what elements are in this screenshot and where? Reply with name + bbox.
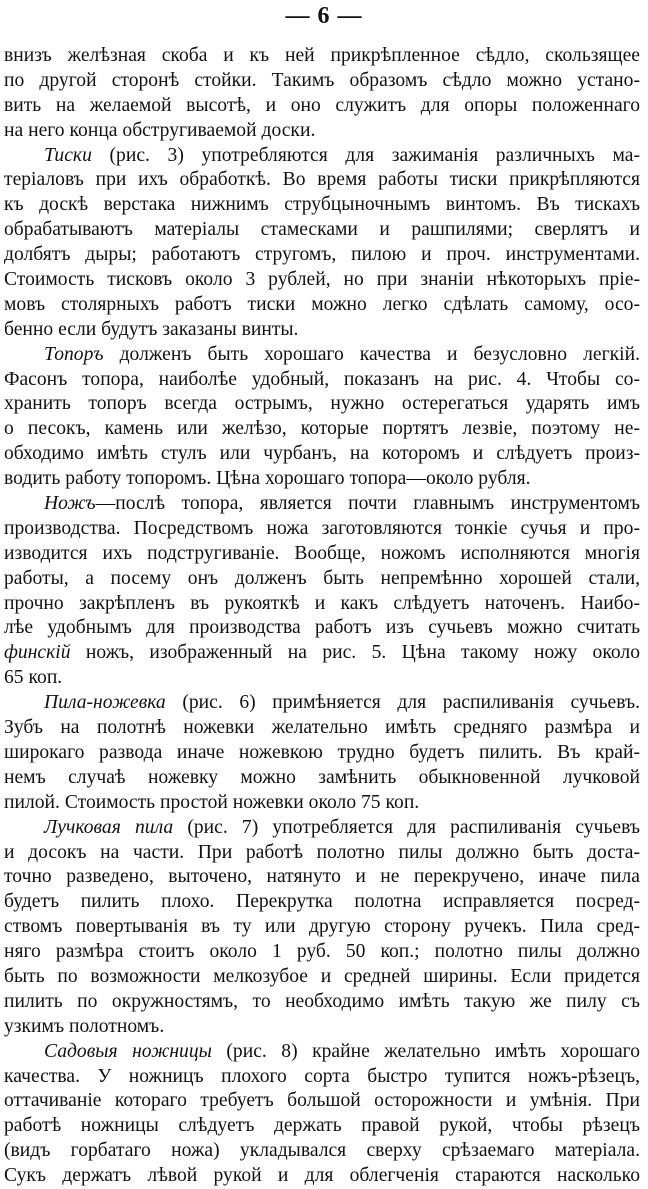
line-text: качества. У ножницъ плохого сорта быстро тупится ножъ-рѣзецъ, [4,1065,640,1087]
line-text: водить работу топоромъ. Цѣна хорошаго топора—около рубля. [4,468,531,490]
line-text: производства. Посредствомъ ножа заготовляются тонкіе сучья и про- [4,517,640,539]
text-line [4,1164,640,1189]
paragraph [4,492,640,691]
text-line [4,1065,640,1090]
term-heading: Лучковая пила [44,816,174,838]
paragraph [4,691,640,815]
line-text: бенно если будутъ заказаны винты. [4,318,299,340]
text-line [4,915,640,940]
text-line [4,1015,640,1040]
line-text: обходимо имѣть стулъ или чурбанъ, на которомъ и слѣдуетъ произ- [4,443,640,465]
line-text: 65 коп. [4,667,63,689]
paragraph [4,144,640,343]
text-line [4,791,640,816]
line-text: по другой сторонѣ стойки. Такимъ образомъ сѣдло можно устано- [4,69,640,91]
line-text: Сукъ держатъ лѣвой рукой и для облегченія стараются насколько [4,1165,640,1187]
line-text: долженъ быть хорошаго качества и безусловно легкій. [103,343,640,365]
line-text: работѣ ножницы слѣдуетъ держать правой рукой, чтобы рѣзецъ [4,1115,640,1137]
line-text: оттачиваніе котораго требуетъ большой осторожности и умѣнія. При [4,1090,640,1112]
text-line [4,990,640,1015]
text-line [4,343,640,368]
line-text: точно разведено, выточено, натянуто и не перекручено, иначе пила [4,866,640,888]
line-text: внизъ желѣзная скоба и къ ней прикрѣпленное сѣдло, скользящее [4,45,640,66]
paragraph [4,343,640,492]
term-heading: Пила-ножевка [44,692,166,714]
text-line [4,542,640,567]
paragraph [4,1040,640,1189]
line-text: Стоимость тисковъ около 3 рублей, но при знаніи нѣкоторыхъ пріе- [4,269,640,291]
text-line [4,865,640,890]
paragraph [4,816,640,1040]
line-text: Зубъ на полотнѣ ножевки желательно имѣть средняго размѣра и [4,717,640,739]
page-text [4,44,640,1189]
text-line [4,940,640,965]
text-line [4,592,640,617]
text-line [4,318,640,343]
text-line [4,218,640,243]
line-text: пилой. Стоимость простой ножевки около 75 коп. [4,791,420,813]
text-line [4,442,640,467]
line-text: на него конца обстругиваемой доски. [4,119,316,141]
text-line [4,268,640,293]
line-text: мовъ столярныхъ работъ тиски можно легко сдѣлать самому, осо- [4,293,640,315]
text-line [4,741,640,766]
line-text: обрабатываютъ матеріалы стамесками и рашпилями; сверлятъ и [4,219,640,241]
line-text: (рис. 7) употребляется для распиливанія сучьевъ [173,816,640,838]
text-line [4,890,640,915]
text-line [4,1114,640,1139]
line-text: быть по возможности мелкозубое и средней ширины. Если придется [4,965,640,987]
text-line [4,467,640,492]
line-text: ножъ, изображенный на рис. 5. Цѣна такому ножу около [70,642,640,664]
text-line [4,616,640,641]
text-line [4,119,640,144]
line-text: изводится ихъ подстругиваніе. Вообще, ножомъ исполняются многія [4,542,640,564]
text-line [4,368,640,393]
line-text: вить на желаемой высотѣ, и оно служитъ для опоры положеннаго [4,94,640,116]
line-text: (рис. 6) примѣняется для распиливанія сучьевъ. [165,692,640,714]
line-text: хранить топоръ всегда острымъ, нужно остерегаться ударять имъ [4,393,640,415]
line-text: будетъ пилить плохо. Перекрутка полотна исправляется посред- [4,891,640,913]
text-line [4,641,640,666]
text-line [4,1089,640,1114]
text-line [4,44,640,69]
text-line [4,417,640,442]
line-text: (рис. 3) употребляются для зажиманія различныхъ ма- [91,144,640,166]
text-line [4,766,640,791]
text-line [4,691,640,716]
term-heading: Тиски [44,144,92,166]
text-line [4,716,640,741]
text-line [4,293,640,318]
line-text: прочно закрѣпленъ въ рукояткѣ и какъ слѣдуетъ наточенъ. Наибо- [4,592,640,614]
text-line [4,965,640,990]
text-line [4,492,640,517]
text-line [4,144,640,169]
text-line [4,94,640,119]
line-text: (видъ горбатаго ножа) укладывался сверху срѣзаемаго матеріала. [4,1140,640,1162]
text-line [4,841,640,866]
line-text: Фасонъ топора, наиболѣе удобный, показанъ на рис. 4. Чтобы со- [4,368,640,390]
paragraph [4,44,640,144]
text-line [4,168,640,193]
line-text: долбятъ дыры; работаютъ стругомъ, пилою и проч. инструментами. [4,244,640,266]
text-line [4,567,640,592]
text-line [4,243,640,268]
text-line [4,69,640,94]
line-text: теріаловъ при ихъ обработкѣ. Во время работы тиски прикрѣпляются [4,169,640,191]
term-heading: Садовыя ножницы [44,1040,212,1062]
line-text: няго размѣра стоитъ около 1 руб. 50 коп.; полотно пилы должно [4,941,640,963]
line-text: ствомъ повертыванія въ ту или другую сторону ручекъ. Пила сред- [4,916,640,938]
text-line [4,816,640,841]
term-heading: Топоръ [44,343,104,365]
line-text: немъ случаѣ ножевку можно замѣнить обыкновенной лучковой [4,766,640,788]
text-line [4,517,640,542]
text-line [4,1040,640,1065]
line-text: —послѣ топора, является почти главнымъ инструментомъ [95,493,640,515]
page-number: — 6 — [285,3,363,29]
line-text: къ доскѣ верстака нижнимъ струбцыночнымъ винтомъ. Въ тискахъ [4,194,640,216]
line-text: (рис. 8) крайне желательно имѣть хорошаго [211,1040,640,1062]
line-text: узкимъ полотномъ. [4,1015,165,1037]
line-text: пилить по окружностямъ, то необходимо имѣть такую же пилу съ [4,990,640,1012]
line-text: и досокъ на части. При работѣ полотно пилы должно быть доста- [4,841,640,863]
text-line [4,666,640,691]
term-heading: Ножъ [44,493,96,515]
text-line [4,193,640,218]
line-text: лѣе удобнымъ для производства работъ изъ сучьевъ можно считать [4,617,640,639]
text-line [4,392,640,417]
line-text: работы, а посему онъ долженъ быть непремѣнно хорошей стали, [4,567,640,589]
line-text: о песокъ, камень или желѣзо, которые портятъ лезвіе, поэтому не- [4,418,640,440]
line-text: широкаго развода иначе ножевкою трудно будетъ пилить. Въ край- [4,741,640,763]
term-heading: финскій [4,642,71,664]
text-line [4,1139,640,1164]
